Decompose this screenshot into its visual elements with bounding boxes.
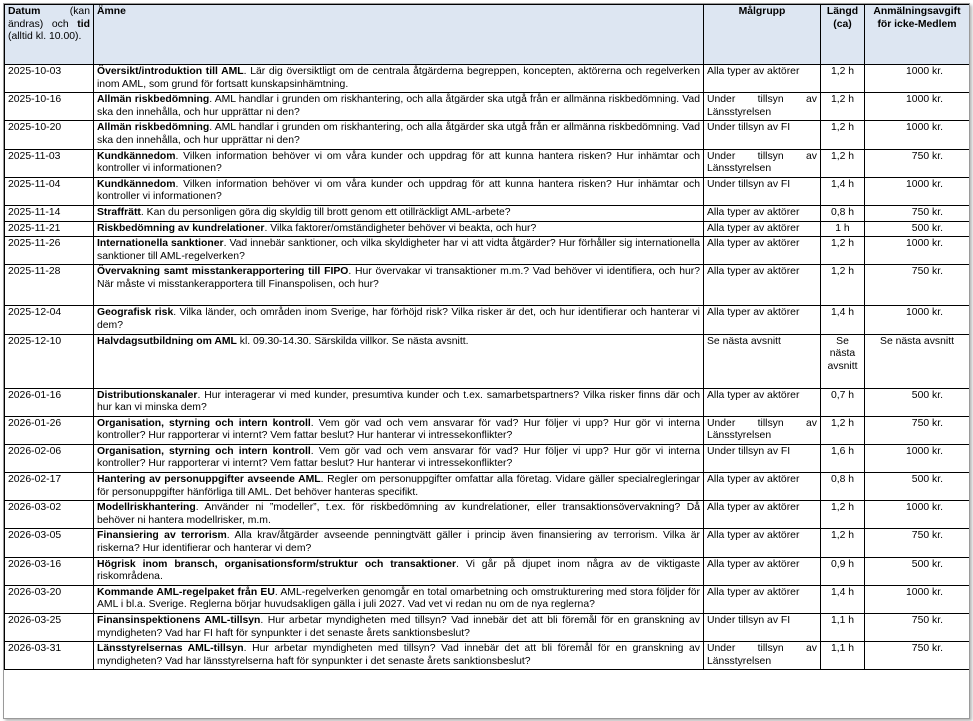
table-row: [5, 177, 970, 205]
table-row: [5, 444, 970, 472]
topic-title: Riskbedömning av kundrelationer: [97, 222, 265, 234]
length-cell: 1,2 h: [821, 65, 865, 93]
table-row: [5, 416, 970, 444]
length-cell: Se nästa avsnitt: [821, 334, 865, 388]
fee-cell: 750 kr.: [865, 205, 970, 221]
length-cell: 1,2 h: [821, 416, 865, 444]
topic-cell: [94, 585, 704, 613]
date-cell: 2025-11-04: [5, 177, 94, 205]
date-cell: 2025-11-28: [5, 265, 94, 306]
date-cell: 2025-11-26: [5, 237, 94, 265]
topic-cell: [94, 205, 704, 221]
topic-description: . Vilka faktorer/omständigheter behöver vi beakta, och hur?: [264, 222, 537, 234]
table-row: [5, 237, 970, 265]
table-body: [5, 65, 970, 670]
date-cell: 2026-01-16: [5, 388, 94, 416]
date-cell: 2026-03-31: [5, 642, 94, 670]
length-cell: 1,4 h: [821, 306, 865, 334]
topic-cell: [94, 65, 704, 93]
date-cell: 2026-02-17: [5, 473, 94, 501]
length-cell: 1,6 h: [821, 444, 865, 472]
date-cell: 2025-11-03: [5, 149, 94, 177]
fee-cell: 1000 kr.: [865, 237, 970, 265]
length-cell: 1,4 h: [821, 177, 865, 205]
fee-cell: 1000 kr.: [865, 177, 970, 205]
date-cell: 2026-03-02: [5, 501, 94, 529]
target-group-cell: Alla typer av aktörer: [704, 306, 821, 334]
header-malgrupp: Målgrupp: [704, 5, 821, 65]
topic-cell: [94, 177, 704, 205]
topic-cell: [94, 614, 704, 642]
fee-cell: 500 kr.: [865, 388, 970, 416]
date-cell: 2025-11-14: [5, 205, 94, 221]
table-row: [5, 205, 970, 221]
length-cell: 1,2 h: [821, 265, 865, 306]
topic-description: . Använder ni ”modeller”, t.ex. för riskbedömning av kundrelationer, eller transaktionsövervakning? Då behöver ni hantera modellrisker, m.m.: [97, 502, 700, 526]
table-row: [5, 93, 970, 121]
target-group-cell: Alla typer av aktörer: [704, 585, 821, 613]
fee-cell: 500 kr.: [865, 557, 970, 585]
target-group-cell: Alla typer av aktörer: [704, 473, 821, 501]
topic-title: Straffrätt: [97, 206, 141, 218]
length-cell: 1,2 h: [821, 149, 865, 177]
table-row: [5, 149, 970, 177]
target-group-cell: Under tillsyn av FI: [704, 614, 821, 642]
table-row: [5, 388, 970, 416]
topic-description: . Lär dig översiktligt om de centrala åtgärderna begreppen, koncepten, aktörerna och regelverken inom AML, som grund för fortsatt kunskapsinhämtning.: [97, 66, 700, 90]
topic-title: Högrisk inom bransch, organisationsform/struktur och transaktioner: [97, 558, 457, 570]
fee-cell: 500 kr.: [865, 473, 970, 501]
fee-cell: 1000 kr.: [865, 501, 970, 529]
header-datum: Datum (kan ändras) och tid (alltid kl. 10.00).: [5, 5, 94, 65]
topic-description: . Regler om personuppgifter omfattar alla företag. Vidare gäller specialregleringar för personuppgifter hänförliga till AML. Det behöver hanteras specifikt.: [97, 474, 700, 498]
fee-cell: 750 kr.: [865, 416, 970, 444]
fee-cell: Se nästa avsnitt: [865, 334, 970, 388]
topic-title: Organisation, styrning och intern kontroll: [97, 445, 311, 457]
target-group-cell: Alla typer av aktörer: [704, 529, 821, 557]
table-row: [5, 642, 970, 670]
topic-title: Finansiering av terrorism: [97, 530, 227, 542]
target-group-cell: Under tillsyn av Länsstyrelsen: [704, 642, 821, 670]
fee-cell: 750 kr.: [865, 614, 970, 642]
table-row: [5, 614, 970, 642]
topic-title: Länsstyrelsernas AML-tillsyn: [97, 643, 244, 655]
topic-title: Kundkännedom: [97, 150, 176, 162]
length-cell: 1 h: [821, 221, 865, 237]
length-cell: 1,2 h: [821, 237, 865, 265]
fee-cell: 1000 kr.: [865, 65, 970, 93]
topic-description: . Kan du personligen göra dig skyldig till brott genom ett otillräckligt AML-arbete?: [140, 206, 511, 218]
topic-description: . Hur övervakar vi transaktioner m.m.? Vad behöver vi identifiera, och hur? När måste vi misstankerapportera till Finanspolisen, och hur?: [97, 266, 700, 290]
fee-cell: 750 kr.: [865, 265, 970, 306]
topic-description: . AML handlar i grunden om riskhantering, och alla åtgärder ska utgå från er allmänna riskbedömning. Vad ska den innehålla, och hur upprättar ni den?: [97, 122, 700, 146]
target-group-cell: Se nästa avsnitt: [704, 334, 821, 388]
topic-cell: [94, 237, 704, 265]
date-cell: 2026-03-05: [5, 529, 94, 557]
topic-title: Organisation, styrning och intern kontroll: [97, 417, 311, 429]
target-group-cell: Under tillsyn av FI: [704, 121, 821, 149]
length-cell: 0,9 h: [821, 557, 865, 585]
fee-cell: 750 kr.: [865, 149, 970, 177]
target-group-cell: Alla typer av aktörer: [704, 265, 821, 306]
length-cell: 1,1 h: [821, 642, 865, 670]
fee-cell: 1000 kr.: [865, 306, 970, 334]
target-group-cell: Under tillsyn av Länsstyrelsen: [704, 149, 821, 177]
topic-description: . Vad innebär sanktioner, och vilka skyldigheter har vi att vidta åtgärder? Hur förhåller sig internationella sanktioner till AML-regelverken?: [97, 238, 700, 262]
topic-title: Internationella sanktioner: [97, 238, 224, 250]
fee-cell: 750 kr.: [865, 529, 970, 557]
date-cell: 2025-10-20: [5, 121, 94, 149]
date-cell: 2025-12-04: [5, 306, 94, 334]
date-cell: 2026-03-16: [5, 557, 94, 585]
target-group-cell: Under tillsyn av FI: [704, 444, 821, 472]
topic-description: . AML handlar i grunden om riskhantering, och alla åtgärder ska utgå från er allmänna riskbedömning. Vad ska den innehålla, och hur upprättar ni den?: [97, 94, 700, 118]
target-group-cell: Alla typer av aktörer: [704, 237, 821, 265]
table-row: [5, 585, 970, 613]
topic-title: Allmän riskbedömning: [97, 94, 210, 106]
target-group-cell: Alla typer av aktörer: [704, 501, 821, 529]
date-cell: 2026-01-26: [5, 416, 94, 444]
length-cell: 1,4 h: [821, 585, 865, 613]
topic-title: Översikt/introduktion till AML: [97, 66, 244, 77]
topic-cell: [94, 444, 704, 472]
fee-cell: 500 kr.: [865, 221, 970, 237]
table-row: [5, 306, 970, 334]
topic-cell: [94, 121, 704, 149]
topic-title: Distributionskanaler: [97, 389, 198, 401]
topic-title: Övervakning samt misstankerapportering till FIPO: [97, 266, 349, 278]
header-amne: Ämne: [94, 5, 704, 65]
topic-title: Kommande AML-regelpaket från EU: [97, 586, 275, 598]
fee-cell: 1000 kr.: [865, 121, 970, 149]
topic-cell: [94, 149, 704, 177]
date-cell: 2025-12-10: [5, 334, 94, 388]
topic-description: . Vi går på djupet inom några av de viktigaste riskområdena.: [97, 558, 700, 583]
fee-cell: 1000 kr.: [865, 444, 970, 472]
topic-title: Geografisk risk: [97, 307, 174, 319]
target-group-cell: Alla typer av aktörer: [704, 388, 821, 416]
length-cell: 1,2 h: [821, 501, 865, 529]
table-row: [5, 501, 970, 529]
topic-cell: [94, 473, 704, 501]
topic-cell: [94, 334, 704, 388]
date-cell: 2025-10-03: [5, 65, 94, 93]
topic-description: . Hur arbetar myndigheten med tillsyn? Vad innebär det att bli föremål för en granskning av myndigheten? Vad har länsstyrelserna haft för synpunkter i det senaste årets sanktionsbeslut?: [97, 643, 700, 667]
target-group-cell: Alla typer av aktörer: [704, 557, 821, 585]
topic-cell: [94, 221, 704, 237]
date-cell: 2026-02-06: [5, 444, 94, 472]
topic-title: Allmän riskbedömning: [97, 122, 210, 134]
table-row: [5, 473, 970, 501]
length-cell: 1,2 h: [821, 93, 865, 121]
fee-cell: 1000 kr.: [865, 93, 970, 121]
topic-title: Finansinspektionens AML-tillsyn: [97, 615, 261, 626]
topic-description: . AML-regelverken genomgår en total omarbetning och omstrukturering med stora följder för AML i bl.a. Sverige. Reglerna börjar huvudsakligen gälla i juli 2027. Vad vet vi redan nu om de nya reglerna?: [97, 586, 700, 611]
target-group-cell: Alla typer av aktörer: [704, 221, 821, 237]
target-group-cell: Under tillsyn av Länsstyrelsen: [704, 416, 821, 444]
topic-cell: [94, 93, 704, 121]
topic-description: . Vem gör vad och vem ansvarar för vad? Hur följer vi upp? Hur gör vi interna kontroller? Hur rapporterar vi internt? Vem fattar beslut? Hur hanterar vi intressekonflikter?: [97, 417, 700, 442]
length-cell: 0,8 h: [821, 473, 865, 501]
length-cell: 1,1 h: [821, 614, 865, 642]
table-row: [5, 529, 970, 557]
table-row: [5, 121, 970, 149]
topic-title: Halvdagsutbildning om AML: [97, 335, 237, 347]
topic-description: . Hur arbetar myndigheten med tillsyn? Vad innebär det att bli föremål för en granskning av myndigheten? Vad har FI haft för synpunkter i det senaste årets sanktionsbeslut?: [97, 615, 701, 639]
topic-title: Hantering av personuppgifter avseende AML: [97, 474, 321, 486]
date-cell: 2026-03-25: [5, 614, 94, 642]
table-row: [5, 221, 970, 237]
topic-title: Modellriskhantering: [97, 502, 196, 514]
header-avgift: Anmälningsavgift för icke-Medlem: [865, 5, 970, 65]
topic-description: . Alla krav/åtgärder avseende penningtvätt gäller i princip även finansiering av terrorism. Vilka är riskerna? Hur identifierar och hanterar vi dem?: [97, 530, 700, 555]
table-row: [5, 557, 970, 585]
topic-description: . Vilka länder, och områden inom Sverige, har förhöjd risk? Vilka risker är det, och hur identifierar och hanterar vi dem?: [97, 307, 700, 331]
date-cell: 2025-11-21: [5, 221, 94, 237]
topic-cell: [94, 529, 704, 557]
date-cell: 2025-10-16: [5, 93, 94, 121]
topic-cell: [94, 416, 704, 444]
target-group-cell: Under tillsyn av Länsstyrelsen: [704, 93, 821, 121]
topic-description: . Vilken information behöver vi om våra kunder och uppdrag för att kunna hantera risken? Hur inhämtar och kontroller vi informationen?: [97, 178, 700, 203]
target-group-cell: Alla typer av aktörer: [704, 65, 821, 93]
topic-description: . Hur interagerar vi med kunder, presumtiva kunder och t.ex. samarbetspartners? Vilka risker finns där och hur kan vi minska dem?: [97, 389, 700, 414]
topic-title: Kundkännedom: [97, 178, 176, 190]
topic-cell: [94, 388, 704, 416]
length-cell: 1,2 h: [821, 121, 865, 149]
document-frame: [3, 3, 970, 719]
fee-cell: 750 kr.: [865, 642, 970, 670]
target-group-cell: Under tillsyn av FI: [704, 177, 821, 205]
topic-description: . Vilken information behöver vi om våra kunder och uppdrag för att kunna hantera risken? Hur inhämtar och kontroller vi informationen?: [97, 150, 700, 175]
date-cell: 2026-03-20: [5, 585, 94, 613]
length-cell: 0,8 h: [821, 205, 865, 221]
topic-cell: [94, 642, 704, 670]
header-langd: Längd (ca): [821, 5, 865, 65]
topic-cell: [94, 557, 704, 585]
header-row: [5, 5, 970, 65]
topic-description: . Vem gör vad och vem ansvarar för vad? Hur följer vi upp? Hur gör vi interna kontroller? Hur rapporterar vi internt? Vem fattar beslut? Hur hanterar vi intressekonflikter?: [97, 445, 700, 470]
table-row: [5, 334, 970, 388]
topic-description: kl. 09.30-14.30. Särskilda villkor. Se nästa avsnitt.: [236, 335, 469, 347]
topic-cell: [94, 265, 704, 306]
course-schedule-table: [4, 4, 970, 670]
length-cell: 0,7 h: [821, 388, 865, 416]
fee-cell: 1000 kr.: [865, 585, 970, 613]
table-row: [5, 265, 970, 306]
topic-cell: [94, 306, 704, 334]
topic-cell: [94, 501, 704, 529]
length-cell: 1,2 h: [821, 529, 865, 557]
target-group-cell: Alla typer av aktörer: [704, 205, 821, 221]
table-row: [5, 65, 970, 93]
